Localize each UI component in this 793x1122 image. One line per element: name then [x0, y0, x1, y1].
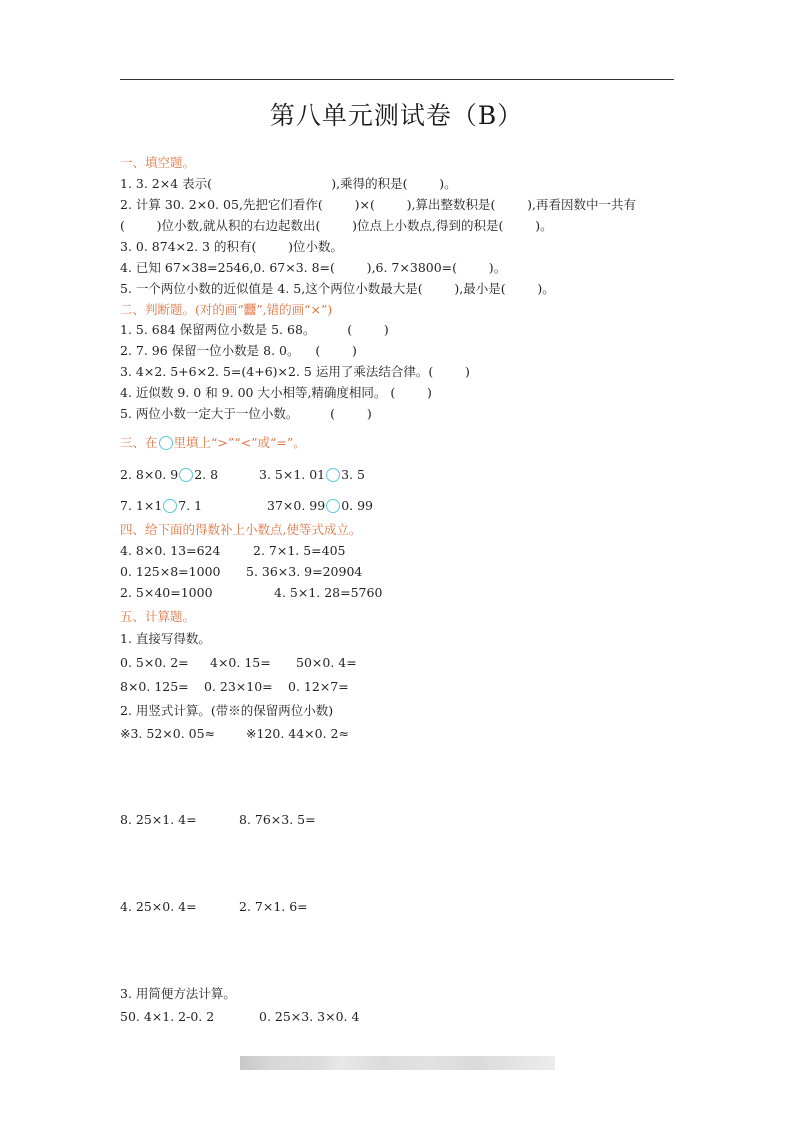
compare-circle-input[interactable]	[326, 499, 340, 513]
s1-question-2: 2. 计算 30. 2×0. 05,先把它们看作( )×( ),算出整数积是( ),再看因数中一共有	[120, 197, 636, 212]
compare-circle-input[interactable]	[179, 468, 193, 482]
expr-left: 3. 5×1. 01	[259, 467, 326, 482]
s4-eq: 2. 5×40=1000	[120, 585, 213, 600]
circle-icon	[159, 436, 173, 450]
s5-part-1-label: 1. 直接写得数。	[120, 631, 211, 646]
oral-calc: 8×0. 125=	[120, 679, 189, 694]
s4-eq: 5. 36×3. 9=20904	[246, 564, 363, 579]
s3-heading-before: 三、在	[120, 435, 158, 450]
s1-question-2-cont: ( )位小数,就从积的右边起数出( )位点上小数点,得到的积是( )。	[120, 218, 553, 233]
s4-eq: 4. 8×0. 13=624	[120, 543, 221, 558]
expr-right: 0. 99	[341, 498, 373, 513]
s1-question-5: 5. 一个两位小数的近似值是 4. 5,这个两位小数最大是( ),最小是( )。	[120, 281, 555, 296]
section-5-heading: 五、计算题。	[120, 609, 196, 624]
vertical-calc: 8. 76×3. 5=	[239, 812, 316, 827]
compare-circle-input[interactable]	[326, 468, 340, 482]
expr-right: 3. 5	[341, 467, 365, 482]
s2-question-1: 1. 5. 684 保留两位小数是 5. 68。 ( )	[120, 322, 389, 337]
s5-part-2-label: 2. 用竖式计算。(带※的保留两位小数)	[120, 703, 334, 718]
section-2-heading: 二、判断题。(对的画“䨻”,错的画“×”)	[120, 302, 333, 317]
s2-question-4: 4. 近似数 9. 0 和 9. 00 大小相等,精确度相同。 ( )	[120, 385, 432, 400]
expr-right: 2. 8	[194, 467, 219, 482]
expr-left: 2. 8×0. 9	[120, 467, 179, 482]
oral-calc: 0. 23×10=	[204, 679, 273, 694]
s2-question-5: 5. 两位小数一定大于一位小数。 ( )	[120, 406, 372, 421]
compare-circle-input[interactable]	[163, 499, 177, 513]
s4-eq: 4. 5×1. 28=5760	[274, 585, 383, 600]
s1-question-4: 4. 已知 67×38=2546,0. 67×3. 8=( ),6. 7×3800=( )。	[120, 260, 507, 275]
s3-compare-4	[267, 498, 373, 514]
s3-compare-2	[259, 467, 365, 483]
vertical-calc: 4. 25×0. 4=	[120, 899, 197, 914]
vertical-calc: 2. 7×1. 6=	[239, 899, 308, 914]
vertical-calc: ※120. 44×0. 2≈	[246, 726, 349, 741]
s4-eq: 2. 7×1. 5=405	[253, 543, 346, 558]
vertical-calc: 8. 25×1. 4=	[120, 812, 197, 827]
section-4-heading: 四、给下面的得数补上小数点,使等式成立。	[120, 522, 362, 537]
vertical-calc: ※3. 52×0. 05≈	[120, 726, 216, 741]
expr-right: 7. 1	[178, 498, 203, 513]
expr-left: 37×0. 99	[267, 498, 326, 513]
section-3-heading	[120, 435, 306, 451]
expr-left: 7. 1×1	[120, 498, 163, 513]
blurred-footer-watermark	[240, 1056, 555, 1070]
oral-calc: 0. 12×7=	[288, 679, 349, 694]
s2-question-2: 2. 7. 96 保留一位小数是 8. 0。 ( )	[120, 343, 357, 358]
oral-calc: 0. 5×0. 2=	[120, 655, 189, 670]
s3-compare-1	[120, 467, 218, 483]
s4-eq: 0. 125×8=1000	[120, 564, 221, 579]
top-divider	[120, 79, 674, 80]
s5-part-3-label: 3. 用简便方法计算。	[120, 986, 236, 1001]
oral-calc: 50×0. 4=	[296, 655, 357, 670]
s2-question-3: 3. 4×2. 5+6×2. 5=(4+6)×2. 5 运用了乘法结合律。( )	[120, 364, 470, 379]
oral-calc: 4×0. 15=	[210, 655, 271, 670]
s1-question-3: 3. 0. 874×2. 3 的积有( )位小数。	[120, 239, 343, 254]
s3-compare-3	[120, 498, 202, 514]
simplify-calc: 0. 25×3. 3×0. 4	[259, 1009, 360, 1024]
page-title: 第八单元测试卷（B）	[269, 101, 524, 130]
simplify-calc: 50. 4×1. 2-0. 2	[120, 1009, 215, 1024]
section-1-heading: 一、填空题。	[120, 155, 196, 170]
s1-question-1: 1. 3. 2×4 表示( ),乘得的积是( )。	[120, 176, 457, 191]
s3-heading-after: 里填上“>”“<”或“=”。	[173, 435, 306, 450]
